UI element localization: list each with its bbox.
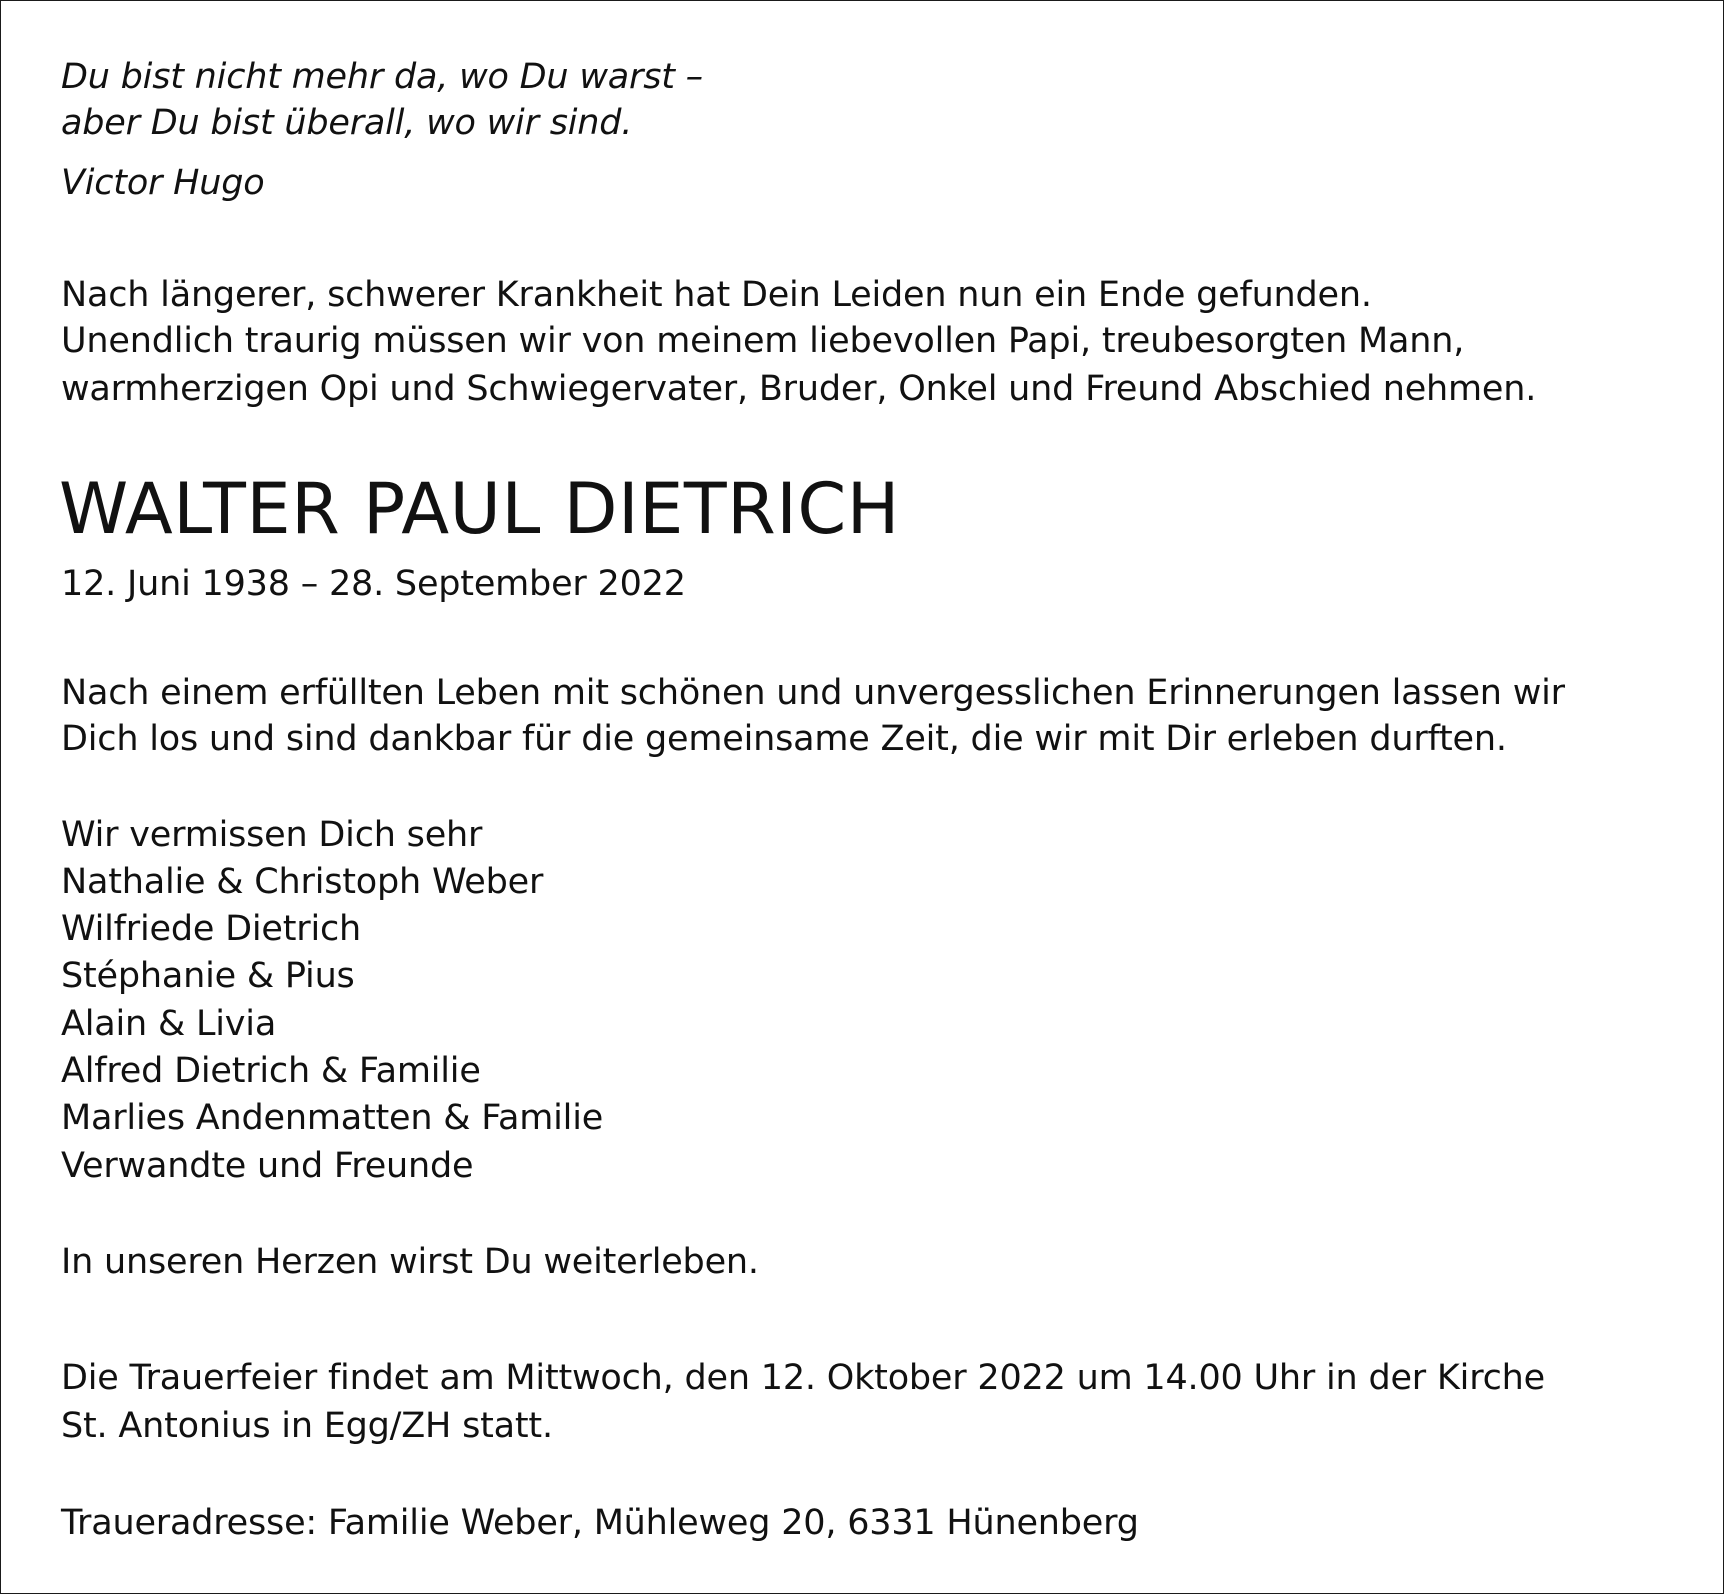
mourner-name: Alfred Dietrich & Familie xyxy=(61,1051,481,1091)
mourner-name: Stéphanie & Pius xyxy=(61,956,355,996)
intro-line-1: Nach längerer, schwerer Krankheit hat Dein Leiden nun ein Ende gefunden. xyxy=(61,275,1372,315)
quote-line-1: Du bist nicht mehr da, wo Du warst – xyxy=(61,57,703,97)
intro-line-2: Unendlich traurig müssen wir von meinem liebevollen Papi, treubesorgten Mann, xyxy=(61,321,1465,361)
mourner-name: Alain & Livia xyxy=(61,1004,277,1044)
quote-line-2: aber Du bist überall, wo wir sind. xyxy=(61,103,633,143)
deceased-name: WALTER PAUL DIETRICH xyxy=(59,468,900,550)
mourner-name: Nathalie & Christoph Weber xyxy=(61,862,544,902)
life-dates: 12. Juni 1938 – 28. September 2022 xyxy=(61,564,686,604)
farewell-line-2: Dich los und sind dankbar für die gemeinsame Zeit, die wir mit Dir erleben durften. xyxy=(61,719,1507,759)
closing-line: In unseren Herzen wirst Du weiterleben. xyxy=(61,1242,759,1282)
mourner-name: Marlies Andenmatten & Familie xyxy=(61,1098,604,1138)
mourners-intro: Wir vermissen Dich sehr xyxy=(61,815,483,855)
intro-line-3: warmherzigen Opi und Schwiegervater, Bruder, Onkel und Freund Abschied nehmen. xyxy=(61,369,1537,409)
farewell-line-1: Nach einem erfüllten Leben mit schönen und unvergesslichen Erinnerungen lassen wir xyxy=(61,673,1565,713)
mourner-name: Wilfriede Dietrich xyxy=(61,909,362,949)
service-line-1: Die Trauerfeier findet am Mittwoch, den 12. Oktober 2022 um 14.00 Uhr in der Kirche xyxy=(61,1358,1545,1398)
service-line-2: St. Antonius in Egg/ZH statt. xyxy=(61,1406,553,1446)
mourner-name: Verwandte und Freunde xyxy=(61,1146,474,1186)
quote-author: Victor Hugo xyxy=(61,163,265,203)
mourning-address: Traueradresse: Familie Weber, Mühleweg 20, 6331 Hünenberg xyxy=(61,1503,1139,1543)
